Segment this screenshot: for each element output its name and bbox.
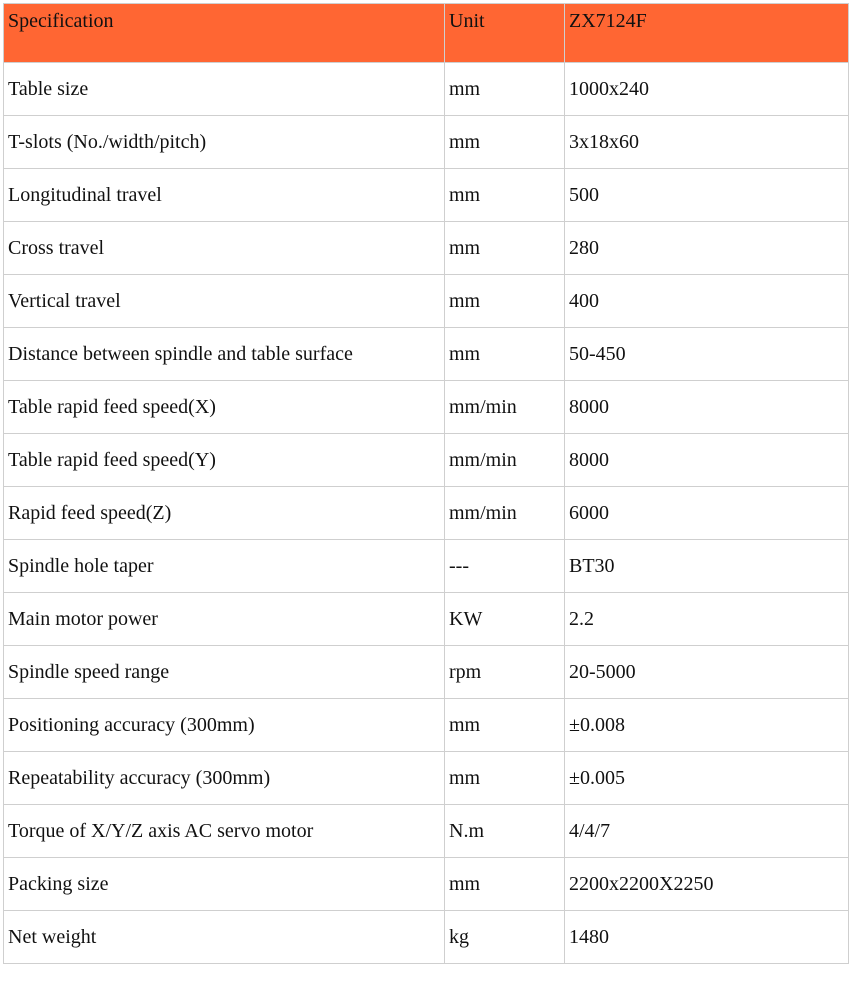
value-cell: 20-5000: [565, 646, 849, 699]
value-cell: 6000: [565, 487, 849, 540]
spec-cell: Torque of X/Y/Z axis AC servo motor: [4, 805, 445, 858]
specification-table: [3, 3, 849, 964]
unit-cell: ---: [445, 540, 565, 593]
header-model: ZX7124F: [565, 4, 849, 63]
unit-cell: mm: [445, 222, 565, 275]
unit-cell: KW: [445, 593, 565, 646]
spec-cell: Cross travel: [4, 222, 445, 275]
unit-cell: mm/min: [445, 381, 565, 434]
unit-cell: mm: [445, 63, 565, 116]
table-row: [4, 858, 849, 911]
value-cell: 2.2: [565, 593, 849, 646]
table-row: [4, 434, 849, 487]
value-cell: 8000: [565, 434, 849, 487]
spec-cell: Longitudinal travel: [4, 169, 445, 222]
table-row: [4, 222, 849, 275]
spec-cell: Table rapid feed speed(Y): [4, 434, 445, 487]
value-cell: 400: [565, 275, 849, 328]
unit-cell: mm: [445, 699, 565, 752]
header-unit: Unit: [445, 4, 565, 63]
unit-cell: mm: [445, 116, 565, 169]
spec-cell: Repeatability accuracy (300mm): [4, 752, 445, 805]
spec-cell: Vertical travel: [4, 275, 445, 328]
spec-cell: Net weight: [4, 911, 445, 964]
value-cell: 500: [565, 169, 849, 222]
spec-cell: Table rapid feed speed(X): [4, 381, 445, 434]
value-cell: 3x18x60: [565, 116, 849, 169]
unit-cell: N.m: [445, 805, 565, 858]
unit-cell: mm: [445, 858, 565, 911]
value-cell: ±0.005: [565, 752, 849, 805]
spec-cell: Distance between spindle and table surface: [4, 328, 445, 381]
spec-cell: Packing size: [4, 858, 445, 911]
table-row: [4, 63, 849, 116]
table-row: [4, 116, 849, 169]
value-cell: 50-450: [565, 328, 849, 381]
table-row: [4, 275, 849, 328]
unit-cell: mm: [445, 752, 565, 805]
spec-cell: Spindle hole taper: [4, 540, 445, 593]
unit-cell: mm/min: [445, 487, 565, 540]
table-row: [4, 328, 849, 381]
unit-cell: mm: [445, 169, 565, 222]
table-row: [4, 646, 849, 699]
table-row: [4, 540, 849, 593]
value-cell: ±0.008: [565, 699, 849, 752]
unit-cell: mm: [445, 328, 565, 381]
spec-cell: Positioning accuracy (300mm): [4, 699, 445, 752]
table-row: [4, 805, 849, 858]
spec-cell: T-slots (No./width/pitch): [4, 116, 445, 169]
spec-cell: Main motor power: [4, 593, 445, 646]
header-specification: Specification: [4, 4, 445, 63]
value-cell: 8000: [565, 381, 849, 434]
value-cell: 1480: [565, 911, 849, 964]
unit-cell: mm: [445, 275, 565, 328]
unit-cell: kg: [445, 911, 565, 964]
table-row: [4, 593, 849, 646]
table-header-row: [4, 4, 849, 63]
unit-cell: rpm: [445, 646, 565, 699]
table-row: [4, 169, 849, 222]
table-row: [4, 381, 849, 434]
table-row: [4, 487, 849, 540]
value-cell: 2200x2200X2250: [565, 858, 849, 911]
value-cell: 280: [565, 222, 849, 275]
table-row: [4, 911, 849, 964]
value-cell: 1000x240: [565, 63, 849, 116]
value-cell: BT30: [565, 540, 849, 593]
table-row: [4, 752, 849, 805]
spec-cell: Table size: [4, 63, 445, 116]
spec-cell: Spindle speed range: [4, 646, 445, 699]
unit-cell: mm/min: [445, 434, 565, 487]
spec-cell: Rapid feed speed(Z): [4, 487, 445, 540]
value-cell: 4/4/7: [565, 805, 849, 858]
table-row: [4, 699, 849, 752]
